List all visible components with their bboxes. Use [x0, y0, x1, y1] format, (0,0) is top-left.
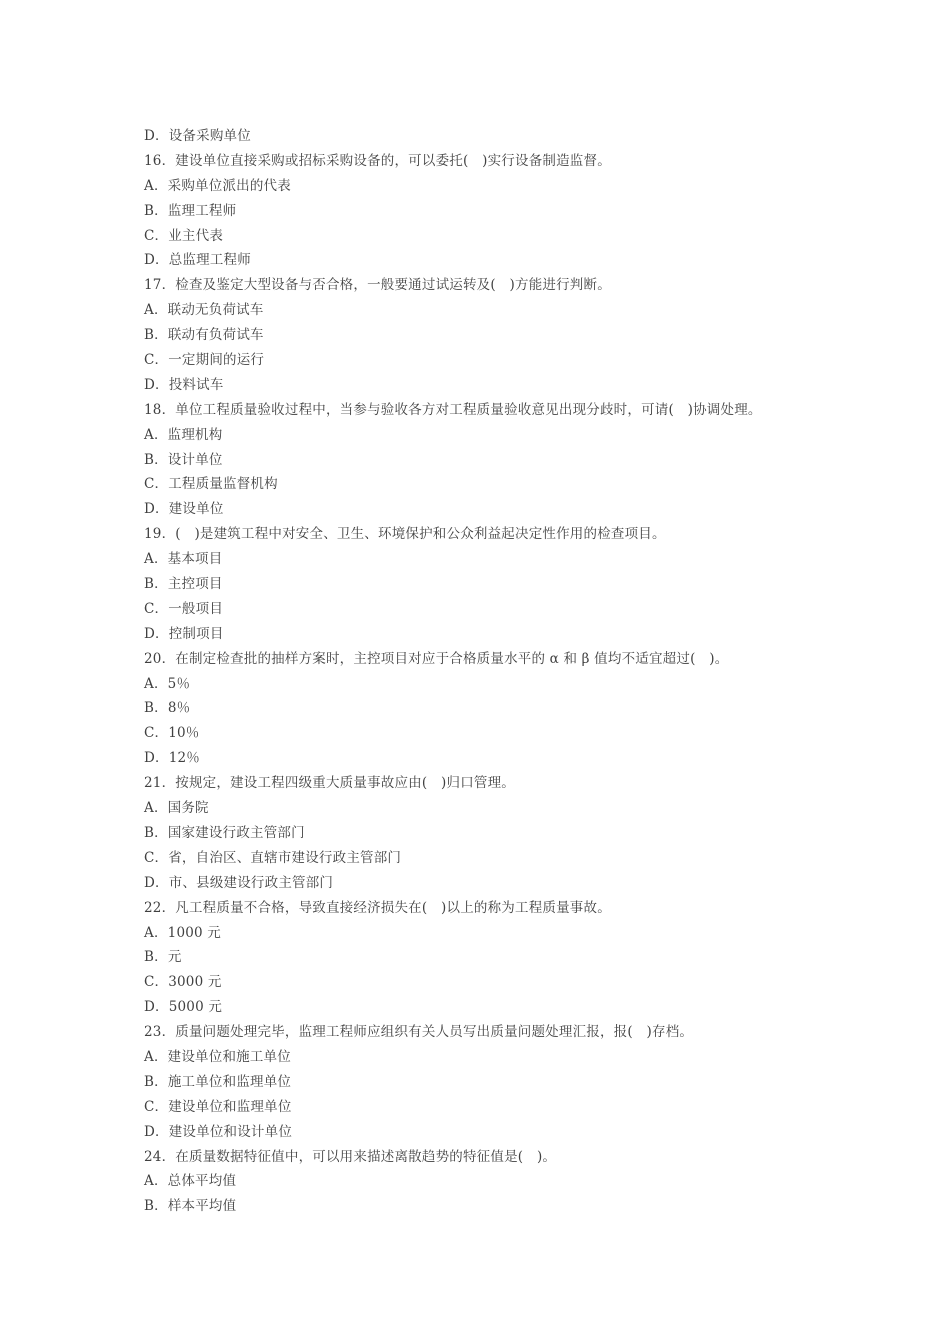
option-a-line: A．建设单位和施工单位 — [144, 1048, 291, 1065]
option-a-line: A．5％ — [144, 675, 191, 692]
option-b-line: B．设计单位 — [144, 451, 223, 468]
question-21: 21．按规定，建设工程四级重大质量事故应由( )归口管理。 — [144, 775, 516, 792]
option-d-line: D．总监理工程师 — [144, 252, 251, 269]
option-d-line: D．12％ — [144, 750, 201, 767]
option-c-line: C．省，自治区、直辖市建设行政主管部门 — [144, 849, 402, 866]
option-b-line: B．主控项目 — [144, 576, 223, 593]
document-body — [144, 124, 844, 1219]
question-24: 24．在质量数据特征值中，可以用来描述离散趋势的特征值是( )。 — [144, 1148, 557, 1165]
option-a-line: A．基本项目 — [144, 551, 223, 568]
question-18: 18．单位工程质量验收过程中，当参与验收各方对工程质量验收意见出现分歧时，可请( )协调处理。 — [144, 401, 762, 418]
option-c-line: C．一般项目 — [144, 600, 224, 617]
option-a-line: A．总体平均值 — [144, 1173, 237, 1190]
option-c-line: C．工程质量监督机构 — [144, 476, 278, 493]
option-d-line: D．5000 元 — [144, 999, 223, 1016]
option-c-line: C．3000 元 — [144, 974, 222, 991]
option-a-line: A．采购单位派出的代表 — [144, 177, 291, 194]
option-b-line: B．施工单位和监理单位 — [144, 1073, 292, 1090]
option-b-line: B．监理工程师 — [144, 202, 237, 219]
option-a-line: A．监理机构 — [144, 426, 223, 443]
option-d-line: D．市、县级建设行政主管部门 — [144, 874, 334, 891]
option-d-line: D．投料试车 — [144, 376, 224, 393]
option-d-line: D．设备采购单位 — [144, 128, 251, 144]
option-d-line: D．控制项目 — [144, 625, 224, 642]
option-a-line: A．1000 元 — [144, 924, 221, 941]
question-17: 17．检查及鉴定大型设备与否合格，一般要通过试运转及( )方能进行判断。 — [144, 277, 611, 294]
option-c-line: C．业主代表 — [144, 227, 224, 244]
option-b-line: B．8％ — [144, 700, 191, 717]
option-b-line: B．样本平均值 — [144, 1198, 237, 1215]
option-b-line: B．联动有负荷试车 — [144, 327, 264, 344]
question-16: 16．建设单位直接采购或招标采购设备的，可以委托( )实行设备制造监督。 — [144, 152, 611, 169]
option-b-line: B．国家建设行政主管部门 — [144, 824, 305, 841]
option-a-line: A．联动无负荷试车 — [144, 302, 264, 319]
question-20: 20．在制定检查批的抽样方案时，主控项目对应于合格质量水平的 α 和 β 值均不适宜超过( )。 — [144, 650, 729, 667]
option-c-line: C．建设单位和监理单位 — [144, 1098, 292, 1115]
option-b-line: B．元 — [144, 949, 182, 966]
question-23: 23．质量问题处理完毕，监理工程师应组织有关人员写出质量问题处理汇报，报( )存档。 — [144, 1024, 694, 1041]
option-d-line: D．建设单位 — [144, 501, 224, 518]
question-22: 22．凡工程质量不合格，导致直接经济损失在( )以上的称为工程质量事故。 — [144, 899, 611, 916]
option-a-line: A．国务院 — [144, 800, 209, 817]
question-19: 19．( )是建筑工程中对安全、卫生、环境保护和公众利益起决定性作用的检查项目。 — [144, 526, 666, 543]
option-d-line: D．建设单位和设计单位 — [144, 1123, 293, 1140]
option-c-line: C．10％ — [144, 725, 200, 742]
option-c-line: C．一定期间的运行 — [144, 352, 265, 369]
